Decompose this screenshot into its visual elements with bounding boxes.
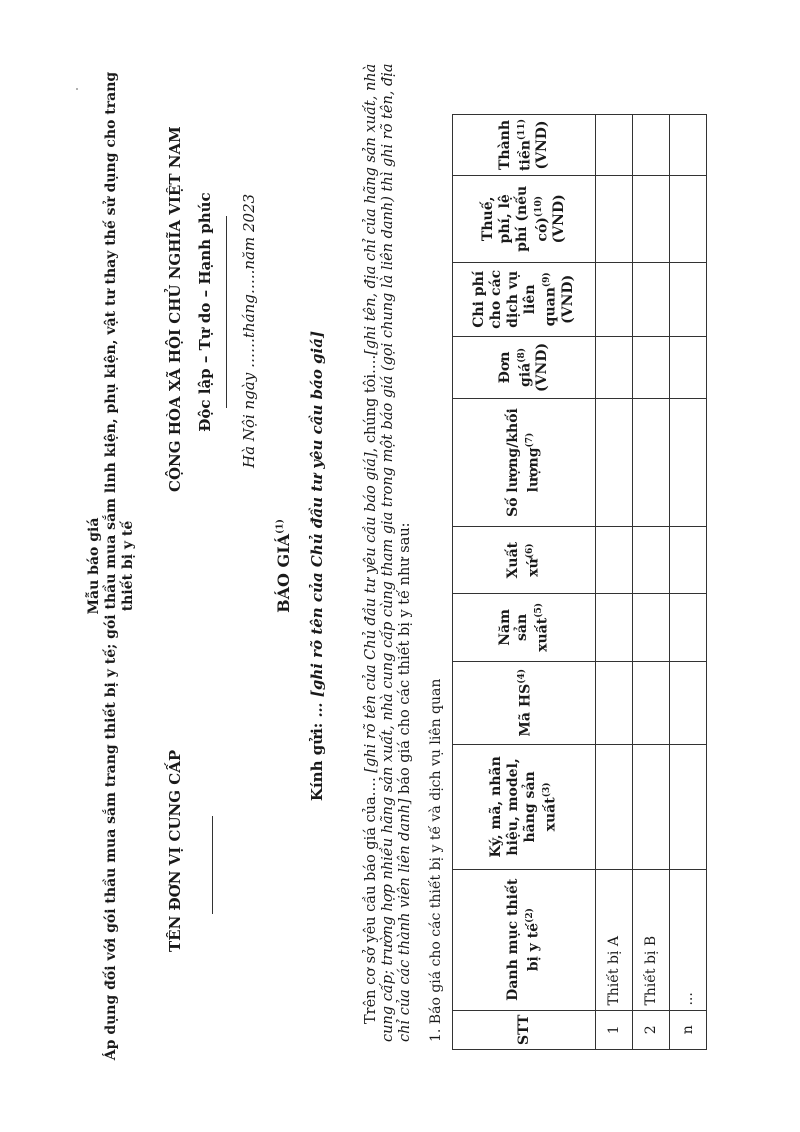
col-brand-text: Ký, mã, nhãn hiệu, model, hãng sản xuất	[488, 756, 559, 858]
col-services-text: Chi phí cho các dịch vụ liên quan	[471, 269, 559, 329]
table-cell	[633, 661, 670, 744]
table-cell	[596, 744, 633, 869]
table-cell	[596, 115, 633, 176]
col-stt	[453, 1010, 596, 1049]
col-year	[453, 594, 596, 662]
intro-paragraph	[363, 42, 414, 1042]
col-total-text: Thành tiền	[496, 119, 534, 171]
table-cell	[670, 744, 707, 869]
intro-seg1: Trên cơ sở yêu cầu báo giá của….	[363, 772, 379, 1024]
col-hs	[453, 661, 596, 744]
document-title-text: BÁO GIÁ	[274, 533, 293, 613]
table-row	[596, 115, 633, 1050]
table-cell	[670, 175, 707, 262]
table-cell	[596, 337, 633, 399]
col-services	[453, 262, 596, 336]
addressee-text: … [ghi rõ tên của Chủ đầu tư yêu cầu báo giá]	[308, 330, 326, 723]
intro-seg4: [ghi tên, địa chỉ của hãng sản xuất, nhà cung cấp; trường hợp nhiều hãng sản xuất, nhà cung cấp cùng tham gia trong một báo giá (gọi chung là liên danh) thì ghi rõ tên, địa chỉ của các thành viên liên danh]	[363, 63, 413, 1042]
document-title	[274, 0, 293, 1132]
table-cell	[596, 594, 633, 662]
col-unit-price	[453, 337, 596, 399]
table-header-row	[453, 115, 596, 1050]
table-cell	[633, 337, 670, 399]
row-stt: 1	[596, 1010, 633, 1049]
supplier-underline	[212, 816, 213, 914]
applicability-line-1: Áp dụng đối với gói thầu mua sắm trang thiết bị y tế; gói thầu mua sắm linh kiện, phụ kiện, vật tư thay thế sử dụng cho trang	[103, 71, 119, 1061]
intro-seg2: [ghi rõ tên của Chủ đầu tư yêu cầu báo giá]	[363, 452, 379, 773]
row-item: Thiết bị A	[596, 869, 633, 1010]
col-origin	[453, 527, 596, 594]
col-quantity-note: (7)	[525, 432, 536, 448]
row-stt: 2	[633, 1010, 670, 1049]
row-item: Thiết bị B	[633, 869, 670, 1010]
table-cell	[596, 262, 633, 336]
col-stt-text: STT	[515, 1014, 532, 1045]
document-title-note: (1)	[275, 519, 286, 534]
table-cell	[633, 398, 670, 526]
row-item: ...	[670, 869, 707, 1010]
motto-underline	[226, 216, 227, 408]
table-cell	[633, 594, 670, 662]
table-cell	[633, 744, 670, 869]
table-cell	[596, 661, 633, 744]
col-services-note: (9)	[542, 272, 553, 288]
col-total-note: (11)	[516, 119, 527, 141]
col-unit-price-unit: (VND)	[534, 342, 551, 392]
col-tax-unit: (VND)	[551, 194, 568, 244]
intro-seg5: báo giá cho các thiết bị y tế như sau:	[397, 522, 413, 799]
table-cell	[633, 262, 670, 336]
table-cell	[670, 594, 707, 662]
table-cell	[670, 337, 707, 399]
row-stt: n	[670, 1010, 707, 1049]
date-line: Hà Nội ngày ……tháng…..năm 2023	[240, 193, 258, 468]
table-cell	[633, 527, 670, 594]
table-cell	[670, 262, 707, 336]
table-cell	[596, 527, 633, 594]
col-hs-note: (4)	[516, 669, 527, 684]
col-hs-text: Mã HS	[517, 683, 534, 737]
col-origin-note: (6)	[525, 543, 536, 559]
table-cell	[670, 661, 707, 744]
col-unit-price-note: (8)	[516, 347, 527, 363]
table-row	[670, 115, 707, 1050]
col-total-unit: (VND)	[534, 120, 551, 170]
table-cell	[633, 115, 670, 176]
addressee	[308, 0, 326, 1132]
supplier-label: TÊN ĐƠN VỊ CUNG CẤP	[166, 749, 184, 952]
col-item	[453, 869, 596, 1010]
table-cell	[633, 175, 670, 262]
quotation-table	[452, 114, 707, 1050]
national-motto: Độc lập – Tự do – Hạnh phúc	[196, 192, 214, 432]
table-cell	[596, 175, 633, 262]
table-cell	[596, 398, 633, 526]
col-quantity	[453, 398, 596, 526]
col-brand	[453, 744, 596, 869]
col-year-text: Năm sản xuất	[496, 609, 551, 652]
addressee-label: Kính gửi:	[308, 722, 326, 802]
section-1-heading: 1. Báo giá cho các thiết bị y tế và dịch vụ liên quan	[428, 678, 444, 1042]
col-unit-price-text: Đơn giá	[496, 351, 534, 387]
table-row	[633, 115, 670, 1050]
col-services-unit: (VND)	[559, 274, 576, 324]
col-total	[453, 115, 596, 176]
col-year-note: (5)	[533, 602, 544, 618]
scan-speck	[76, 88, 78, 90]
col-tax	[453, 175, 596, 262]
table-cell	[670, 398, 707, 526]
republic-title: CỘNG HÒA XÃ HỘI CHỦ NGHĨA VIỆT NAM	[166, 126, 184, 492]
col-brand-note: (3)	[542, 782, 553, 798]
col-origin-text: Xuất xứ	[505, 541, 542, 579]
applicability-line-2: thiết bị y tế	[120, 520, 136, 612]
table-cell	[670, 527, 707, 594]
intro-seg3: , chúng tôi….	[363, 354, 379, 453]
form-title: Mẫu báo giá	[86, 517, 102, 615]
table-cell	[670, 115, 707, 176]
col-item-note: (2)	[525, 908, 536, 923]
col-quantity-text: Số lượng/khối lượng	[505, 408, 542, 517]
col-item-text: Danh mục thiết bị y tế	[505, 878, 542, 1001]
col-tax-note: (10)	[533, 196, 544, 218]
col-tax-text: Thuế, phí, lệ phí (nếu có)	[479, 185, 551, 252]
